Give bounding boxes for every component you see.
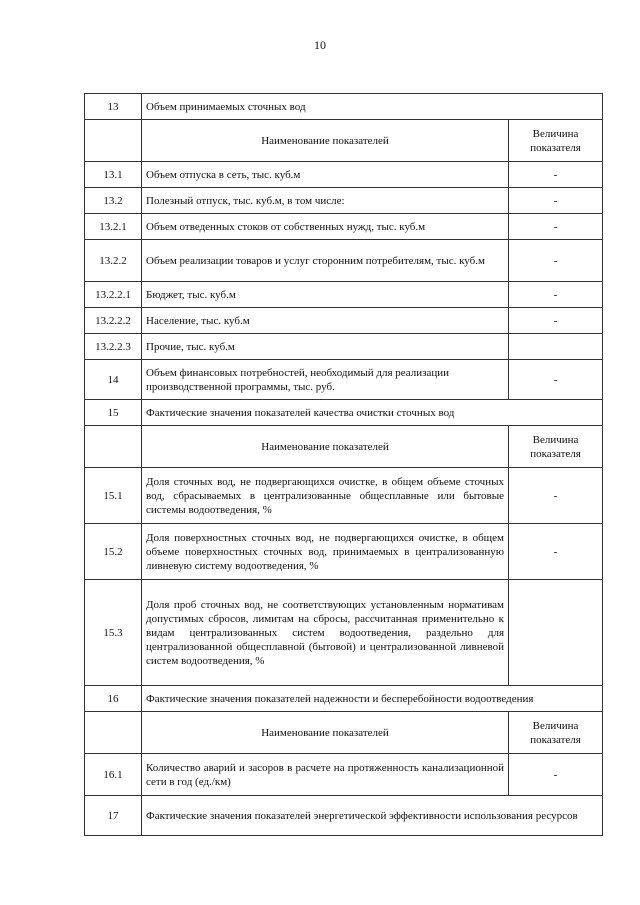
header-value: Величина показателя bbox=[509, 120, 603, 162]
row-value: - bbox=[509, 188, 603, 214]
row-text: Доля проб сточных вод, не соответствующих установленным нормативам допустимых сбросов, лимитам на сбросы, рассчитанная применительно к видам централизованных систем водоотведения, раздельно для централизованной общесплавной (бытовой) и централизованной ливневой систем водоотведения, % bbox=[142, 580, 509, 686]
row-number: 13.2.2.3 bbox=[85, 334, 142, 360]
row-value: - bbox=[509, 468, 603, 524]
table-row bbox=[85, 580, 603, 686]
row-value: - bbox=[509, 282, 603, 308]
table-row bbox=[85, 162, 603, 188]
indicators-table bbox=[84, 93, 603, 836]
header-name: Наименование показателей bbox=[142, 712, 509, 754]
table-row bbox=[85, 94, 603, 120]
row-value: - bbox=[509, 214, 603, 240]
header-empty-cell bbox=[85, 120, 142, 162]
table-header-row bbox=[85, 712, 603, 754]
row-text: Доля сточных вод, не подвергающихся очистке, в общем объеме сточных вод, сбрасываемых в централизованные общесплавные или бытовые системы водоотведения, % bbox=[142, 468, 509, 524]
header-value: Величина показателя bbox=[509, 712, 603, 754]
row-number: 13.2.1 bbox=[85, 214, 142, 240]
row-number: 13.2.2 bbox=[85, 240, 142, 282]
table-row bbox=[85, 282, 603, 308]
row-number: 13.2.2.1 bbox=[85, 282, 142, 308]
row-value: - bbox=[509, 162, 603, 188]
row-text: Прочие, тыс. куб.м bbox=[142, 334, 509, 360]
header-name: Наименование показателей bbox=[142, 120, 509, 162]
section-title: Фактические значения показателей качества очистки сточных вод bbox=[142, 400, 603, 426]
table-row bbox=[85, 214, 603, 240]
row-number: 13.2.2.2 bbox=[85, 308, 142, 334]
row-number: 13 bbox=[85, 94, 142, 120]
row-value: - bbox=[509, 754, 603, 796]
row-text: Население, тыс. куб.м bbox=[142, 308, 509, 334]
row-number: 13.1 bbox=[85, 162, 142, 188]
table-header-row bbox=[85, 120, 603, 162]
table-row bbox=[85, 468, 603, 524]
row-value: - bbox=[509, 360, 603, 400]
row-text: Объем финансовых потребностей, необходимый для реализации производственной программы, тыс. руб. bbox=[142, 360, 509, 400]
row-text: Объем отпуска в сеть, тыс. куб.м bbox=[142, 162, 509, 188]
table-row bbox=[85, 360, 603, 400]
row-value bbox=[509, 580, 603, 686]
row-text: Доля поверхностных сточных вод, не подвергающихся очистке, в общем объеме поверхностных сточных вод, принимаемых в централизованную ливневую систему водоотведения, % bbox=[142, 524, 509, 580]
row-text: Полезный отпуск, тыс. куб.м, в том числе: bbox=[142, 188, 509, 214]
table-row bbox=[85, 796, 603, 836]
row-number: 15.3 bbox=[85, 580, 142, 686]
header-empty-cell bbox=[85, 712, 142, 754]
table-row bbox=[85, 334, 603, 360]
row-text: Объем реализации товаров и услуг сторонним потребителям, тыс. куб.м bbox=[142, 240, 509, 282]
table-row bbox=[85, 240, 603, 282]
row-text: Объем отведенных стоков от собственных нужд, тыс. куб.м bbox=[142, 214, 509, 240]
row-number: 17 bbox=[85, 796, 142, 836]
row-number: 15.1 bbox=[85, 468, 142, 524]
row-value bbox=[509, 334, 603, 360]
row-value: - bbox=[509, 524, 603, 580]
section-title: Фактические значения показателей энергетической эффективности использования ресурсов bbox=[142, 796, 603, 836]
row-text: Бюджет, тыс. куб.м bbox=[142, 282, 509, 308]
row-text: Количество аварий и засоров в расчете на протяженность канализационной сети в год (ед./км) bbox=[142, 754, 509, 796]
header-empty-cell bbox=[85, 426, 142, 468]
table-row bbox=[85, 524, 603, 580]
table-row bbox=[85, 754, 603, 796]
table-row bbox=[85, 308, 603, 334]
table-row bbox=[85, 188, 603, 214]
page-number: 10 bbox=[314, 38, 326, 52]
row-number: 13.2 bbox=[85, 188, 142, 214]
table-row bbox=[85, 400, 603, 426]
section-title: Объем принимаемых сточных вод bbox=[142, 94, 603, 120]
header-value: Величина показателя bbox=[509, 426, 603, 468]
table-row bbox=[85, 686, 603, 712]
row-number: 16.1 bbox=[85, 754, 142, 796]
row-number: 15 bbox=[85, 400, 142, 426]
row-number: 14 bbox=[85, 360, 142, 400]
table-header-row bbox=[85, 426, 603, 468]
header-name: Наименование показателей bbox=[142, 426, 509, 468]
row-number: 16 bbox=[85, 686, 142, 712]
row-number: 15.2 bbox=[85, 524, 142, 580]
row-value: - bbox=[509, 308, 603, 334]
section-title: Фактические значения показателей надежности и бесперебойности водоотведения bbox=[142, 686, 603, 712]
row-value: - bbox=[509, 240, 603, 282]
